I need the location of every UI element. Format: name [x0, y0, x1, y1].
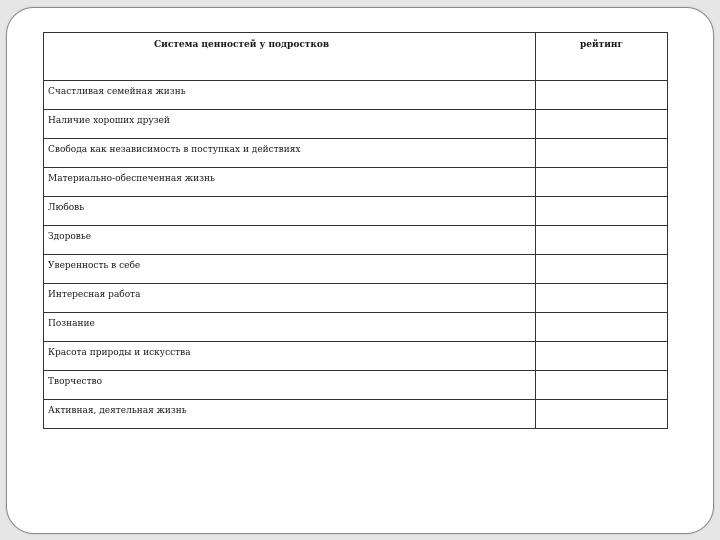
rating-cell[interactable] [536, 342, 668, 371]
value-label: Уверенность в себе [44, 255, 536, 284]
rating-cell[interactable] [536, 139, 668, 168]
table-row [44, 226, 668, 255]
rating-cell[interactable] [536, 400, 668, 429]
values-column-header: Система ценностей у подростков [44, 33, 536, 81]
table-row [44, 342, 668, 371]
rating-cell[interactable] [536, 255, 668, 284]
values-table [43, 32, 668, 429]
table-row [44, 255, 668, 284]
rating-cell[interactable] [536, 110, 668, 139]
value-label: Активная, деятельная жизнь [44, 400, 536, 429]
rating-cell[interactable] [536, 197, 668, 226]
table-row [44, 371, 668, 400]
table-row [44, 400, 668, 429]
value-label: Интересная работа [44, 284, 536, 313]
value-label: Творчество [44, 371, 536, 400]
rating-column-header: рейтинг [536, 33, 668, 81]
value-label: Красота природы и искусства [44, 342, 536, 371]
slide-frame [6, 7, 714, 534]
value-label: Свобода как независимость в поступках и действиях [44, 139, 536, 168]
value-label: Материально-обеспеченная жизнь [44, 168, 536, 197]
rating-cell[interactable] [536, 226, 668, 255]
table-row [44, 110, 668, 139]
table-row [44, 313, 668, 342]
table-row [44, 81, 668, 110]
table-row [44, 139, 668, 168]
table-row [44, 197, 668, 226]
value-label: Счастливая семейная жизнь [44, 81, 536, 110]
value-label: Здоровье [44, 226, 536, 255]
rating-cell[interactable] [536, 168, 668, 197]
rating-cell[interactable] [536, 313, 668, 342]
value-label: Любовь [44, 197, 536, 226]
table-header-row [44, 33, 668, 81]
rating-cell[interactable] [536, 371, 668, 400]
table-row [44, 168, 668, 197]
value-label: Познание [44, 313, 536, 342]
table-row [44, 284, 668, 313]
value-label: Наличие хороших друзей [44, 110, 536, 139]
rating-cell[interactable] [536, 81, 668, 110]
rating-cell[interactable] [536, 284, 668, 313]
